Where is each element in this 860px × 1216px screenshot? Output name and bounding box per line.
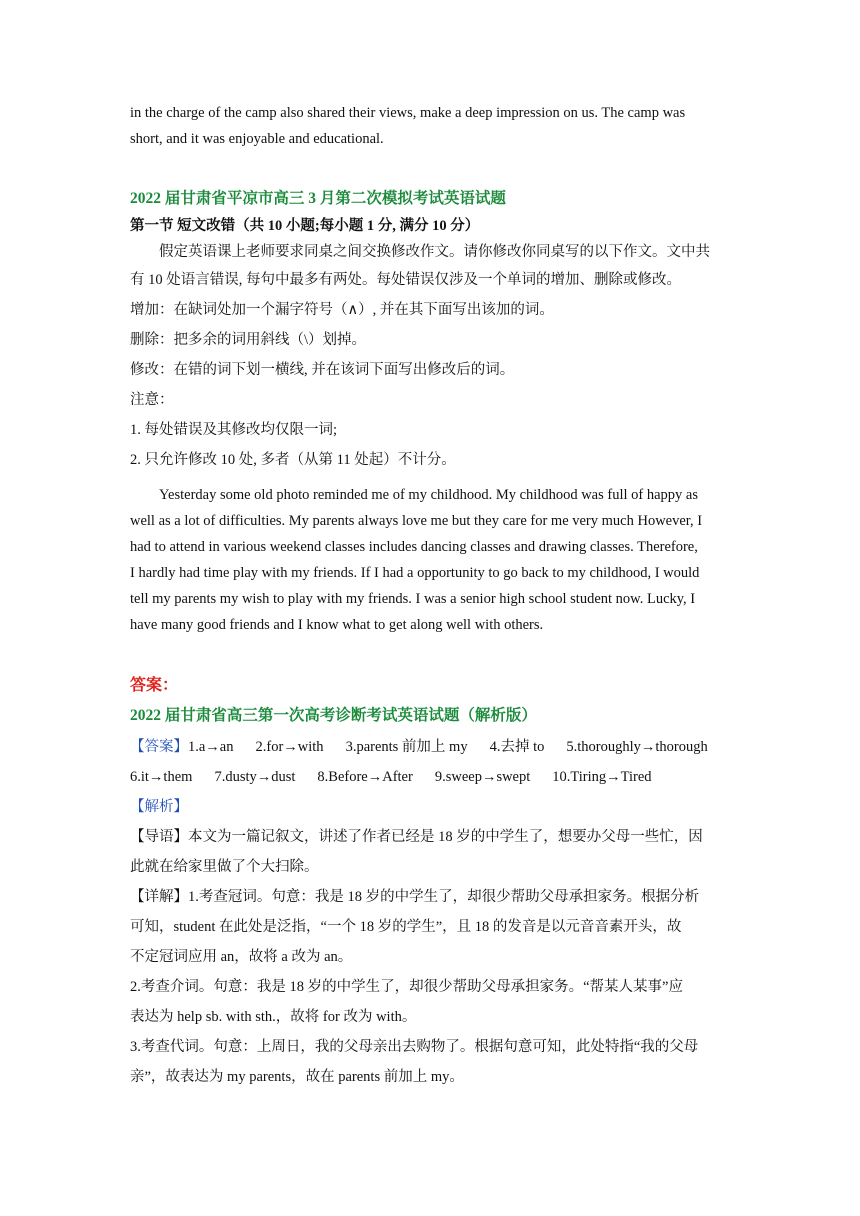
answer-item: 4.去掉 to xyxy=(489,739,545,755)
section-title: 2022 届甘肃省平凉市高三 3 月第二次模拟考试英语试题 xyxy=(130,190,506,207)
passage-line: I hardly had time play with my friends. If I had a opportunity to go back to my childhood, I would xyxy=(130,565,700,581)
answer-item: 10.Tiring→Tired xyxy=(552,769,652,785)
guide-line xyxy=(130,822,730,852)
detail-line: 表达为 help sb. with sth.，故将 for 改为 with。 xyxy=(130,1009,417,1025)
answers-section xyxy=(130,672,730,1092)
exam-section xyxy=(130,185,730,475)
rule-line: 删除：把多余的词用斜线（\）划掉。 xyxy=(130,332,367,348)
section-subtitle: 第一节 短文改错（共 10 小题;每小题 1 分, 满分 10 分） xyxy=(130,218,480,234)
detail-line xyxy=(130,882,730,912)
previous-passage xyxy=(130,100,730,152)
answer-tag: 【答案】 xyxy=(130,739,188,755)
rule-line: 修改：在错的词下划一横线, 并在该词下面写出修改后的词。 xyxy=(130,362,515,378)
analysis-tag: 【解析】 xyxy=(130,799,188,815)
detail-line: 3.考查代词。句意：上周日，我的父母亲出去购物了。根据句意可知，此处特指“我的父母 xyxy=(130,1039,699,1055)
rule-line: 1. 每处错误及其修改均仅限一词; xyxy=(130,422,338,438)
passage-line: have many good friends and I know what to get along well with others. xyxy=(130,617,544,633)
detail-text: 1.考查冠词。句意：我是 18 岁的中学生了，却很少帮助父母承担家务。根据分析 xyxy=(188,889,700,905)
passage-line: in the charge of the camp also shared their views, make a deep impression on us. The camp was xyxy=(130,105,686,121)
answers-heading: 答案： xyxy=(130,677,179,694)
answer-item: 5.thoroughly→thorough xyxy=(566,739,708,755)
guide-line: 此就在给家里做了个大扫除。 xyxy=(130,859,319,875)
answer-row xyxy=(130,732,730,762)
answer-row xyxy=(130,762,730,792)
rule-line: 注意： xyxy=(130,392,174,408)
guide-text: 本文为一篇记叙文，讲述了作者已经是 18 岁的中学生了，想要办父母一些忙，因 xyxy=(188,829,703,845)
correction-passage xyxy=(130,482,730,638)
passage-line: Yesterday some old photo reminded me of my childhood. My childhood was full of happy as xyxy=(159,487,698,503)
intro-line: 假定英语课上老师要求同桌之间交换修改作文。请你修改你同桌写的以下作文。文中共 xyxy=(159,244,710,260)
passage-line: tell my parents my wish to play with my friends. I was a senior high school student now. Lucky, I xyxy=(130,591,696,607)
passage-line: had to attend in various weekend classes includes dancing classes and drawing classes. Therefore, xyxy=(130,539,698,555)
detail-line: 2.考查介词。句意：我是 18 岁的中学生了，却很少帮助父母承担家务。“帮某人某事”应 xyxy=(130,979,683,995)
answer-item: 3.parents 前加上 my xyxy=(345,739,468,755)
intro-line: 有 10 处语言错误, 每句中最多有两处。每处错误仅涉及一个单词的增加、删除或修改。 xyxy=(130,272,681,288)
rule-line: 增加：在缺词处加一个漏字符号（∧）, 并在其下面写出该加的词。 xyxy=(130,302,554,318)
answer-item: 6.it→them xyxy=(130,769,193,785)
answer-item: 7.dusty→dust xyxy=(214,769,296,785)
answer-item: 8.Before→After xyxy=(317,769,413,785)
answer-item: 9.sweep→swept xyxy=(434,769,531,785)
detail-tag: 【详解】 xyxy=(130,889,188,905)
detail-line: 亲”，故表达为 my parents，故在 parents 前加上 my。 xyxy=(130,1069,464,1085)
rule-line: 2. 只允许修改 10 处, 多者（从第 11 处起）不计分。 xyxy=(130,452,456,468)
guide-tag: 【导语】 xyxy=(130,829,188,845)
passage-line: well as a lot of difficulties. My parents always love me but they care for me very much However, I xyxy=(130,513,703,529)
passage-line: short, and it was enjoyable and educational. xyxy=(130,131,384,147)
answer-item: 1.a→an xyxy=(188,739,234,755)
detail-line: 不定冠词应用 an，故将 a 改为 an。 xyxy=(130,949,353,965)
detail-line: 可知，student 在此处是泛指，“一个 18 岁的学生”，且 18 的发音是以元音音素开头，故 xyxy=(130,919,682,935)
answer-item: 2.for→with xyxy=(255,739,324,755)
answers-title: 2022 届甘肃省高三第一次高考诊断考试英语试题（解析版） xyxy=(130,707,537,724)
